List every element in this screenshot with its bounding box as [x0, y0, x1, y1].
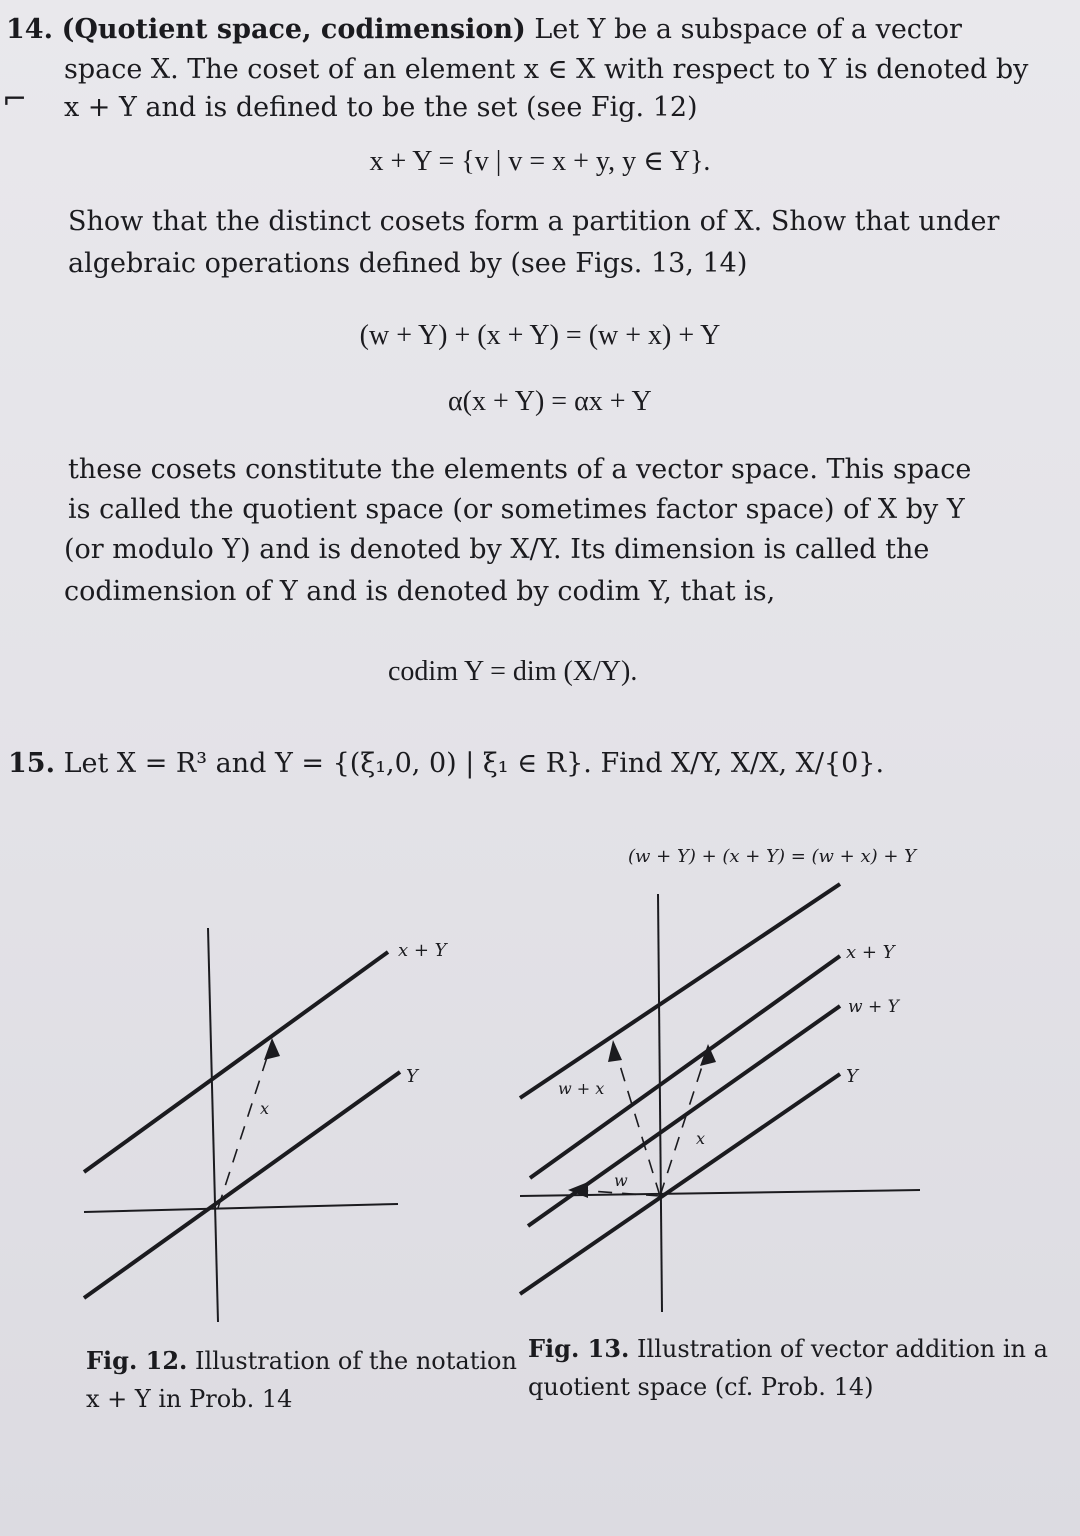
- fig13-caption: [528, 1330, 1048, 1406]
- scalar-multiplication-equation: α(x + Y) = αx + Y: [448, 386, 652, 417]
- fig12-caption-line1: Illustration of the notation: [195, 1347, 517, 1375]
- fig13-vector-x: [660, 1048, 708, 1196]
- problem-14-line1: [6, 10, 962, 50]
- fig13-caption-label: Fig. 13.: [528, 1334, 630, 1363]
- problem-15-text: Let X = R³ and Y = {(ξ₁,0, 0) | ξ₁ ∈ R}. Find X/Y, X/X, X/{0}.: [63, 748, 885, 779]
- fig13-label-subspace: Y: [846, 1066, 858, 1087]
- fig12-caption: [86, 1342, 517, 1418]
- fig12-label-coset: x + Y: [398, 940, 447, 961]
- problem-14-line4: Show that the distinct cosets form a partition of X. Show that under: [68, 206, 1000, 237]
- problem-15: [8, 744, 884, 784]
- fig12-label-subspace: Y: [406, 1066, 418, 1087]
- fig13-header-equation: (w + Y) + (x + Y) = (w + x) + Y: [628, 846, 917, 867]
- fig13-subspace-line: [520, 1074, 840, 1294]
- figure-12: [70, 920, 447, 1330]
- fig12-vertical-axis: [208, 928, 218, 1322]
- codimension-equation: codim Y = dim (X/Y).: [388, 656, 638, 687]
- fig12-label-x: x: [260, 1099, 270, 1118]
- fig13-label-coset-x: x + Y: [846, 942, 895, 963]
- problem-14-line3: x + Y and is defined to be the set (see Fig. 12): [64, 92, 698, 123]
- problem-14-line6: these cosets constitute the elements of a vector space. This space: [68, 454, 972, 485]
- problem-14-title: (Quotient space, codimension): [61, 14, 526, 45]
- problem-14-line5: algebraic operations defined by (see Figs. 13, 14): [68, 248, 748, 279]
- problem-14-line7: is called the quotient space (or sometimes factor space) of X by Y: [68, 494, 965, 525]
- fig13-caption-line1: Illustration of vector addition in a: [637, 1335, 1048, 1363]
- coset-addition-equation: (w + Y) + (x + Y) = (w + x) + Y: [359, 320, 721, 351]
- fig13-arrowhead-sum: [608, 1040, 622, 1062]
- fig13-label-x: x: [696, 1129, 706, 1148]
- problem-15-number: 15.: [8, 748, 55, 779]
- fig12-coset-line: [84, 952, 388, 1172]
- fig12-caption-line2: x + Y in Prob. 14: [86, 1385, 293, 1413]
- problem-14-line8: (or modulo Y) and is denoted by X/Y. Its dimension is called the: [64, 534, 930, 565]
- problem-14-line9: codimension of Y and is denoted by codim Y, that is,: [64, 576, 776, 607]
- problem-14-line1-rest: Let Y be a subspace of a vector: [534, 14, 962, 45]
- fig13-label-sum: w + x: [558, 1079, 605, 1098]
- problem-14-number: 14.: [6, 14, 53, 45]
- fig12-subspace-line: [84, 1072, 400, 1298]
- fig13-label-coset-w: w + Y: [848, 997, 899, 1017]
- fig13-caption-line2: quotient space (cf. Prob. 14): [528, 1373, 874, 1401]
- problem-14-line2: space X. The coset of an element x ∈ X with respect to Y is denoted by: [64, 54, 1029, 85]
- fig13-vertical-axis: [658, 894, 662, 1312]
- margin-mark: ⌐: [2, 82, 28, 117]
- figure-13: [510, 880, 930, 1320]
- fig12-horizontal-axis: [84, 1204, 398, 1212]
- fig13-label-w: w: [614, 1171, 628, 1190]
- fig12-caption-label: Fig. 12.: [86, 1346, 188, 1375]
- coset-definition-equation: x + Y = {v | v = x + y, y ∈ Y}.: [369, 146, 711, 177]
